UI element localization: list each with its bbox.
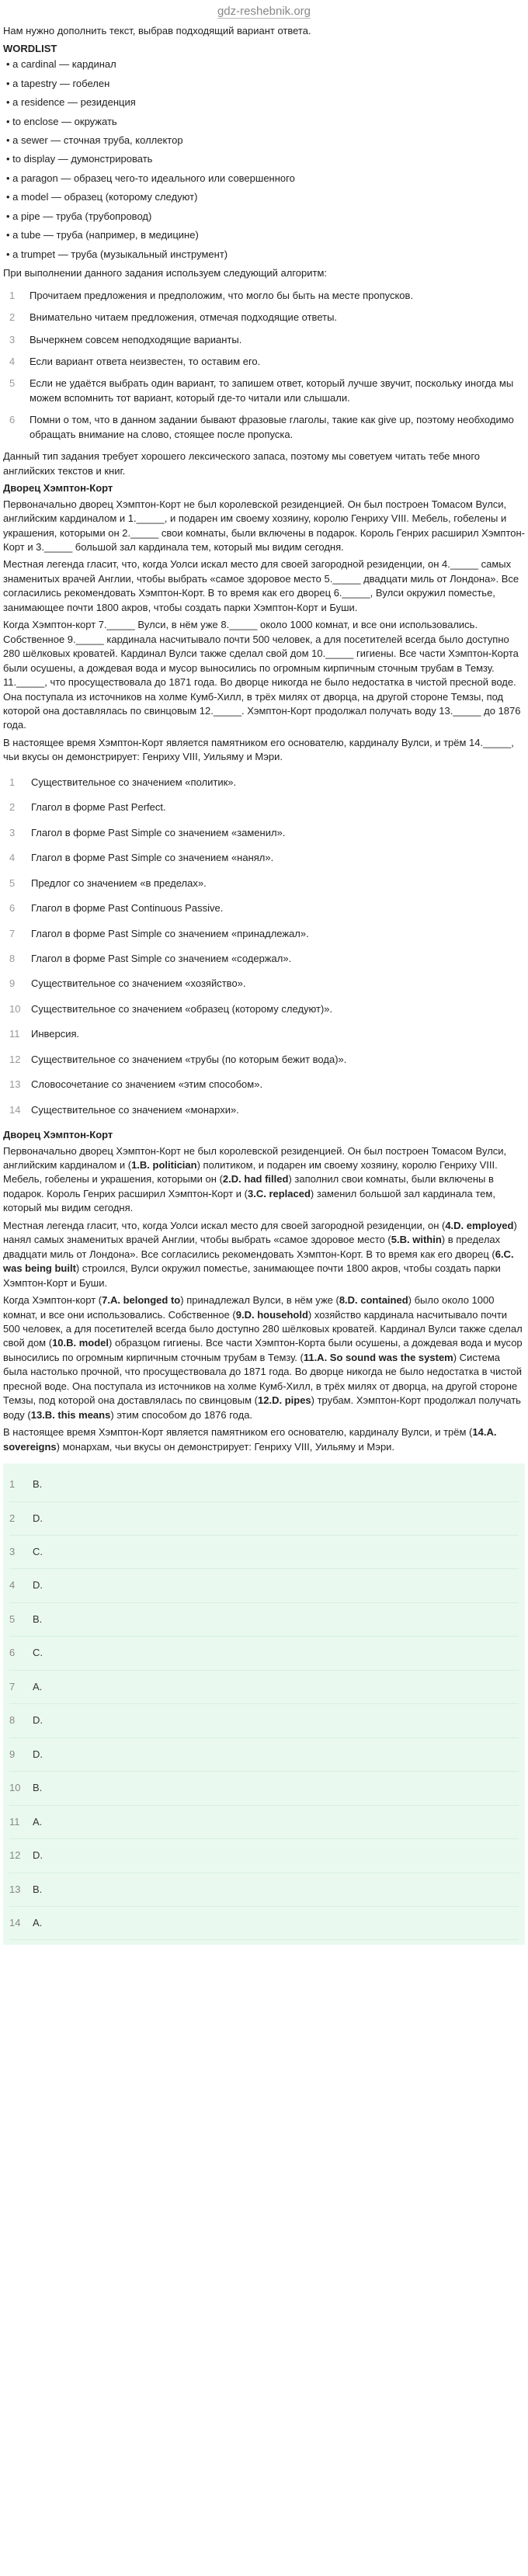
answer-row: 7 A. <box>9 1671 519 1704</box>
question-item: 14 Существительное со значением «монархи». <box>9 1103 239 1116</box>
question-item: 8 Глагол в форме Past Simple со значением «содержал». <box>9 952 292 964</box>
answer-row: 3 C. <box>9 1536 519 1569</box>
wordlist-item: • a trumpet — труба (музыкальный инструмент) <box>6 248 525 262</box>
question-item: 13 Словосочетание со значением «этим способом». <box>9 1078 263 1091</box>
task-note: Данный тип задания требует хорошего лексического запаса, поэтому мы советуем читать тебе много английских текстов и книг. <box>3 450 481 477</box>
intro-text: Нам нужно дополнить текст, выбрав подходящий вариант ответа. <box>3 25 311 37</box>
answer-row: 9 D. <box>9 1738 519 1772</box>
answer-row: 5 B. <box>9 1603 519 1637</box>
answer-row: 13 B. <box>9 1873 519 1907</box>
wordlist-item: • a residence — резиденция <box>6 95 525 109</box>
question-item: 3 Глагол в форме Past Simple со значением «заменил». <box>9 826 286 838</box>
site-logo[interactable]: gdz-reshebnik.org <box>217 5 311 18</box>
site-header <box>3 0 525 24</box>
text-paragraph: Местная легенда гласит, что, когда Уолси искал место для своей загородной резиденции, он 4._____ самых знаменитых врачей Англии, чтобы выбрать «самое здоровое место 5._____ двадцати миль от Лондона». Все согласились рекомендовать Хэмптон-Корт. В то время как его дворец 6._____, Вулси окружил поместье, занимающее почти 1800 акров, чтобы создать парки Хэмптон-Корт и Буши. <box>3 558 519 613</box>
wordlist-item: • a pipe — труба (трубопровод) <box>6 210 525 224</box>
answer-paragraph: Первоначально дворец Хэмптон-Корт не был королевской резиденцией. Он был построен Томасом Вулси, английским кардиналом и (1.В. politician) политиком, и подарен им своему хозяину, королю Генриху VIII. Мебель, гобелены и украшения, которыми он (2.D. had filled) заполнил свои комнаты, были включены в подарок. Король Генрих расширил Хэмптон-Корт и (3.С. replaced) заменил большой зал кардинала тем, который мы видим сегодня. <box>3 1144 507 1214</box>
question-item: 2 Глагол в форме Past Perfect. <box>9 801 166 814</box>
wordlist-item: • a sewer — сточная труба, коллектор <box>6 134 525 148</box>
algorithm-intro: При выполнении данного задания используем следующий алгоритм: <box>3 267 328 279</box>
question-item: 7 Глагол в форме Past Simple со значением «принадлежал». <box>9 927 309 939</box>
question-item: 4 Глагол в форме Past Simple со значением «нанял». <box>9 852 274 864</box>
wordlist-title: WORDLIST <box>3 42 57 54</box>
question-item: 12 Существительное со значением «трубы (по которым бежит вода)». <box>9 1053 347 1065</box>
wordlist-item: • a tube — труба (например, в медицине) <box>6 228 525 242</box>
question-item: 9 Существительное со значением «хозяйство». <box>9 977 246 990</box>
answer-row: 8 D. <box>9 1704 519 1738</box>
question-item: 10 Существительное со значением «образец (которому следуют)». <box>9 1002 333 1015</box>
answer-row: 14 A. <box>9 1907 519 1940</box>
wordlist-item: • to display — думонстрировать <box>6 152 525 166</box>
question-item: 5 Предлог со значением «в пределах». <box>9 877 207 889</box>
text-paragraph: В настоящее время Хэмптон-Корт является памятником его основателю, кардиналу Вулси, и трём 14._____, чьи вкусы он демонстрирует: Генриху VIII, Уильяму и Мэри. <box>3 736 514 763</box>
answer-row: 10 B. <box>9 1772 519 1805</box>
answer-row: 11 A. <box>9 1806 519 1839</box>
algorithm-step: 2 Внимательно читаем предложения, отмечая подходящие ответы. <box>9 311 338 324</box>
answer-row: 12 D. <box>9 1839 519 1873</box>
question-item: 6 Глагол в форме Past Continuous Passive. <box>9 902 224 915</box>
answer-row: 2 D. <box>9 1502 519 1536</box>
answer-row: 4 D. <box>9 1569 519 1602</box>
text-paragraph: Первоначально дворец Хэмптон-Корт не был королевской резиденцией. Он был построен Томасом Вулси, английским кардиналом и 1._____, и подарен им своему хозяину, королю Генриху VIII. Мебель, гобелены и украшения, которыми он 2._____ свои комнаты, были включены в подарок. Король Генрих расширил Хэмптон-Корт и 3._____ большой зал кардинала тем, который мы видим сегодня. <box>3 498 526 553</box>
answer-key <box>3 1463 525 1945</box>
wordlist-item: • a cardinal — кардинал <box>6 57 525 71</box>
text-paragraph: Когда Хэмптон-корт 7._____ Вулси, в нём уже 8._____ около 1000 комнат, и все они использовались. Собственное 9._____ кардинала насчитывало почти 500 человек, а для посетителей всегда было доступно 280 шёлковых кроватей. Кардинал Вулси также сделал свой дом 10._____ гигиены. Все части Хэмптон-Корта были осушены, а дождевая вода и мусор выносились по огромным кирпичным сточным трубам в Темзу. 11._____, что просуществовала до 1871 года. Во дворце никогда не было недостатка в чистой пресной воде. Она поступала из источников на холме Кумб-Хилл, в трёх милях от дворца, на другой стороне Темзы, под которой она доставлялась по свинцовым 12._____. Хэмптон-Корт продолжал получать воду 13._____ до 1876 года. <box>3 619 521 731</box>
algorithm-step: 4 Если вариант ответа неизвестен, то оставим его. <box>9 356 261 367</box>
question-item: 11 Инверсия. <box>9 1028 80 1040</box>
answer-paragraph: Местная легенда гласит, что, когда Уолси искал место для своей загородной резиденции, он (4.D. employed) нанял самых знаменитых врачей Англии, чтобы выбрать «самое здоровое место (5.B. within) в пределах двадцати миль от Лондона». Все согласились рекомендовать Хэмптон-Корт. В то время как его дворец (6.С. was being built) строился, Вулси окружил поместье, занимающее почти 1800 акров, чтобы создать парки Хэмптон-Корт и Буши. <box>3 1219 517 1289</box>
algorithm-step: 1 Прочитаем предложения и предположим, что могло бы быть на месте пропусков. <box>9 289 414 301</box>
answer-paragraph: Когда Хэмптон-корт (7.A. belonged to) принадлежал Вулси, в нём уже (8.D. contained) было около 1000 комнат, и все они использовались. Собственное (9.D. household) хозяйство кардинала насчитывало почти 500 человек, а для посетителей всегда было доступно 280 шёлковых кроватей. Кардинал Вулси также сделал свой дом (10.B. model) образцом гигиены. Все части Хэмптон-Корта были осушены, а дождевая вода и мусор выносились по огромным кирпичным сточным трубам в Темзу. (11.A. So sound was the system) Система была настолько прочной, что просуществовала до 1871 года. Во дворце никогда не было недостатка в чистой пресной воде. Она поступала из источников на холме Кумб-Хилл, в трёх милях от дворца, на другой стороне Темзы, под которой она доставлялась по свинцовым (12.D. pipes) трубам. Хэмптон-Корт продолжал получать воду (13.B. this means) этим способом до 1876 года. <box>3 1294 523 1421</box>
algorithm-step: 3 Вычеркнем совсем неподходящие варианты. <box>9 333 242 345</box>
question-item: 1 Существительное со значением «политик». <box>9 776 237 788</box>
answer-row: 6 C. <box>9 1637 519 1670</box>
answer-row: 1 B. <box>9 1468 519 1502</box>
wordlist-item: • a tapestry — гобелен <box>6 77 525 91</box>
algorithm-list <box>3 289 525 443</box>
algorithm-step: 5 Если не удаётся выбрать один вариант, то запишем ответ, который лучше звучит, поскольку иногда мы можем вспомнить тот вариант, который где-то читали или слышали. <box>9 377 514 404</box>
answer-title: Дворец Хэмптон-Корт <box>3 1129 113 1141</box>
answer-paragraph: В настоящее время Хэмптон-Корт является памятником его основателю, кардиналу Вулси, и трём (14.A. sovereigns) монархам, чьи вкусы он демонстрирует: Генриху VIII, Уильяму и Мэри. <box>3 1426 497 1453</box>
text-title: Дворец Хэмптон-Корт <box>3 482 113 495</box>
algorithm-step: 6 Помни о том, что в данном задании бывают фразовые глаголы, такие как give up, поэтому необходимо обращать внимание на слово, стоящее после пропуска. <box>9 414 514 440</box>
wordlist-item: • a paragon — образец чего-то идеального или совершенного <box>6 172 525 186</box>
wordlist-item: • a model — образец (которому следуют) <box>6 190 525 204</box>
wordlist <box>3 57 525 262</box>
question-list <box>3 776 525 1117</box>
wordlist-item: • to enclose — окружать <box>6 115 525 129</box>
